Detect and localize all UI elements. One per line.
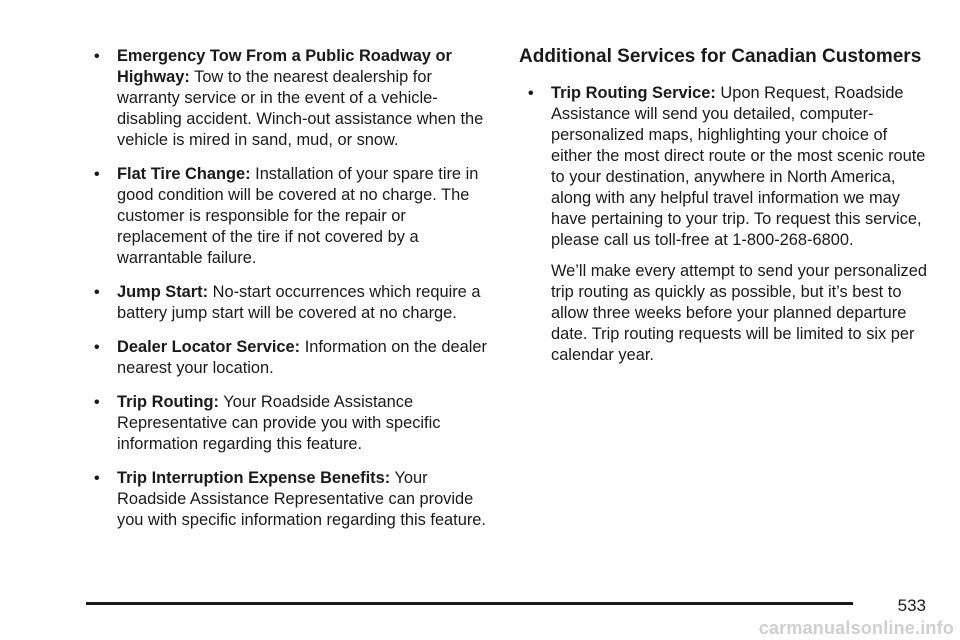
item-text: Installation of your spare tire in good condition will be covered at no charge. The customer is responsible for the repair or replacement of the tire if not covered by a warrantable failure. <box>117 165 479 267</box>
item-text: Upon Request, Roadside Assistance will send you detailed, computer-personalized maps, highlighting your choice of either the most direct route or the most scenic route to your destination, anywhere in North America, along with any helpful travel information we may have pertaining to your trip. To request this service, please call us toll-free at 1-800-268-6800. <box>551 84 926 249</box>
item-text: Information on the dealer nearest your location. <box>117 338 487 377</box>
list-item <box>94 468 492 531</box>
item-term: Trip Interruption Expense Benefits: <box>117 469 391 487</box>
item-term: Flat Tire Change: <box>117 165 251 183</box>
section-heading: Additional Services for Canadian Customers <box>519 46 922 67</box>
watermark: carmanualsonline.info <box>758 618 954 638</box>
list-item <box>94 164 492 269</box>
item-text: Your Roadside Assistance Representative can provide you with specific information regarding this feature. <box>117 393 441 453</box>
bullet-icon: • <box>94 48 100 65</box>
item-term: Jump Start: <box>117 283 209 301</box>
item-text: No-start occurrences which require a battery jump start will be covered at no charge. <box>117 283 481 322</box>
item-text: Your Roadside Assistance Representative can provide you with specific information regarding this feature. <box>117 469 486 529</box>
item-term: Emergency Tow From a Public Roadway or Highway: <box>117 47 452 86</box>
bullet-icon: • <box>528 85 534 102</box>
bullet-icon: • <box>94 339 100 356</box>
right-list <box>519 83 931 366</box>
item-term: Trip Routing Service: <box>551 84 716 102</box>
bullet-icon: • <box>94 284 100 301</box>
page-number: 533 <box>897 596 926 615</box>
list-item <box>94 46 492 151</box>
list-item <box>94 392 492 455</box>
left-column <box>94 46 492 544</box>
bullet-icon: • <box>94 166 100 183</box>
right-column <box>519 46 931 366</box>
item-term: Trip Routing: <box>117 393 219 411</box>
body-paragraph: We’ll make every attempt to send your personalized trip routing as quickly as possible, but it’s best to allow three weeks before your planned departure date. Trip routing requests will be limited to six per calendar year. <box>551 262 927 364</box>
item-text: Tow to the nearest dealership for warranty service or in the event of a vehicle-disabling accident. Winch-out assistance when the vehicle is mired in sand, mud, or snow. <box>117 68 484 149</box>
footer-rule <box>86 602 853 605</box>
bullet-icon: • <box>94 394 100 411</box>
list-item <box>94 337 492 379</box>
item-term: Dealer Locator Service: <box>117 338 301 356</box>
list-item <box>94 282 492 324</box>
bullet-icon: • <box>94 470 100 487</box>
list-item <box>528 83 931 251</box>
